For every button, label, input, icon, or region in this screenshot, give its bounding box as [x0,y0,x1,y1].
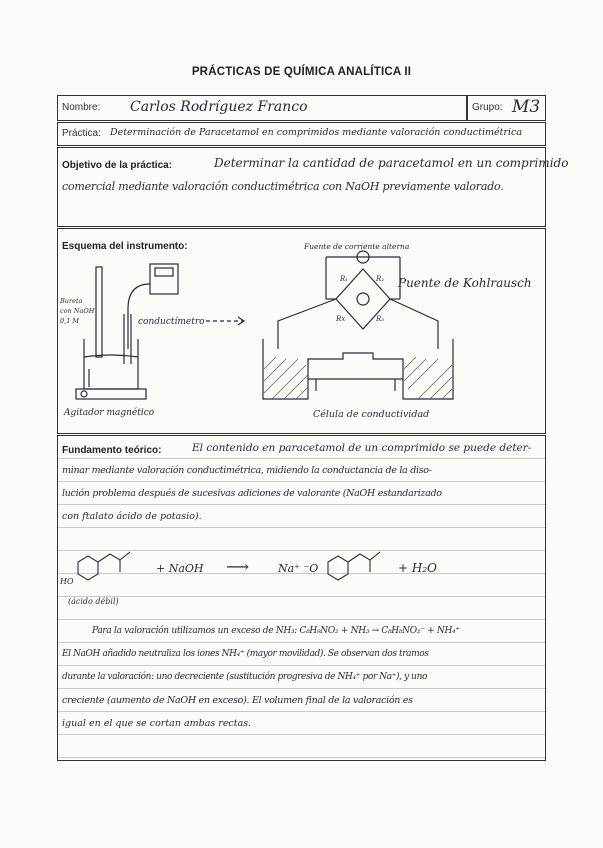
group-value: M3 [512,97,541,117]
reactant-note: (ácido débil) [68,597,119,606]
product-ring [328,556,348,580]
reaction-plus-water: + H₂O [398,561,437,575]
objective-label: Objetivo de la práctica: [62,160,173,171]
label-conductimeter: conductímetro [138,317,205,327]
burette-tube [96,267,102,357]
label-burette-2: con NaOH [60,307,95,315]
objective-line-2: comercial mediante valoración conductimétrica con NaOH previamente valorado. [62,180,504,193]
theory-body-2: El NaOH añadido neutraliza los iones NH₄⁺ (mayor movilidad). Se observan dos tramos [62,649,429,659]
beaker [84,339,138,389]
label-bridge: Puente de Kohlrausch [398,276,532,290]
cell-top [308,353,403,379]
label-burette-3: 0,1 M [60,317,80,325]
instrument-diagram [58,229,545,433]
objective-line-1: Determinar la cantidad de paracetamol en un comprimido [214,156,569,170]
schematic-label: Esquema del instrumento: [62,241,188,252]
reactant-ring [78,556,98,580]
page-title: PRÁCTICAS DE QUÍMICA ANALÍTICA II [191,66,412,78]
label-r3: R₃ [376,315,385,323]
theory-intro-2: minar mediante valoración conductimétrica, midiendo la conductancia de la diso- [62,465,432,476]
theory-intro-4: con ftalato ácido de potasio). [62,511,202,522]
practice-value: Determinación de Paracetamol en comprimidos mediante valoración conductimétrica [110,127,522,138]
label-r2: R₂ [376,275,385,283]
label-stirrer: Agitador magnético [64,408,155,418]
label-r1: R₁ [340,275,349,283]
wire-to-cell-right [390,299,438,349]
reaction-arrow: ⟶ [226,557,249,576]
group-label: Grupo: [472,102,503,113]
label-cell: Célula de conductividad [313,409,430,420]
beaker-liquid [84,355,138,357]
theory-intro-1: El contenido en paracetamol de un comprimido se puede deter- [192,442,532,454]
group-box [467,95,546,121]
reactant-ho: HO [60,577,74,586]
theory-box [57,435,546,761]
reaction-plus-naoh: + NaOH [156,562,204,575]
theory-intro-3: lución problema después de sucesivas adiciones de valorante (NaOH estandarizado [62,488,442,499]
stirrer-knob [81,391,87,397]
reaction-scheme [58,532,545,612]
name-value: Carlos Rodríguez Franco [130,99,308,115]
detector [357,293,369,305]
theory-label: Fundamento teórico: [62,445,162,456]
product-chain [348,552,380,562]
theory-body-3: durante la valoración: uno decreciente (sustitución progresiva de NH₄⁺ por Na⁺), y uno [62,672,427,682]
theory-body-5: igual en el que se cortan ambas rectas. [62,718,252,729]
name-box [57,95,467,121]
theory-body-1: Para la valoración utilizamos un exceso de NH₃: C₈H₉NO₂ + NH₃ → C₈H₈NO₂⁻ + NH₄⁺ [92,626,460,636]
wire-to-cell-left [278,299,336,349]
label-source: Fuente de corriente alterna [304,242,410,251]
reactant-chain [98,552,130,562]
conductimeter-screen [155,268,173,276]
cell-vessel [263,339,453,399]
practice-box [57,122,546,146]
objective-box [57,147,569,227]
cell-hatch-right [404,357,452,399]
reaction-product: Na⁺ ⁻O [278,562,319,575]
practice-label: Práctica: [62,128,101,139]
name-label: Nombre: [62,102,101,113]
theory-body-4: creciente (aumento de NaOH en exceso). El volumen final de la valoración es [62,695,413,706]
label-rx: Rx [336,315,346,323]
label-burette: Bureta [60,297,83,305]
schematic-box [57,228,546,434]
cell-hatch-left [264,357,308,399]
